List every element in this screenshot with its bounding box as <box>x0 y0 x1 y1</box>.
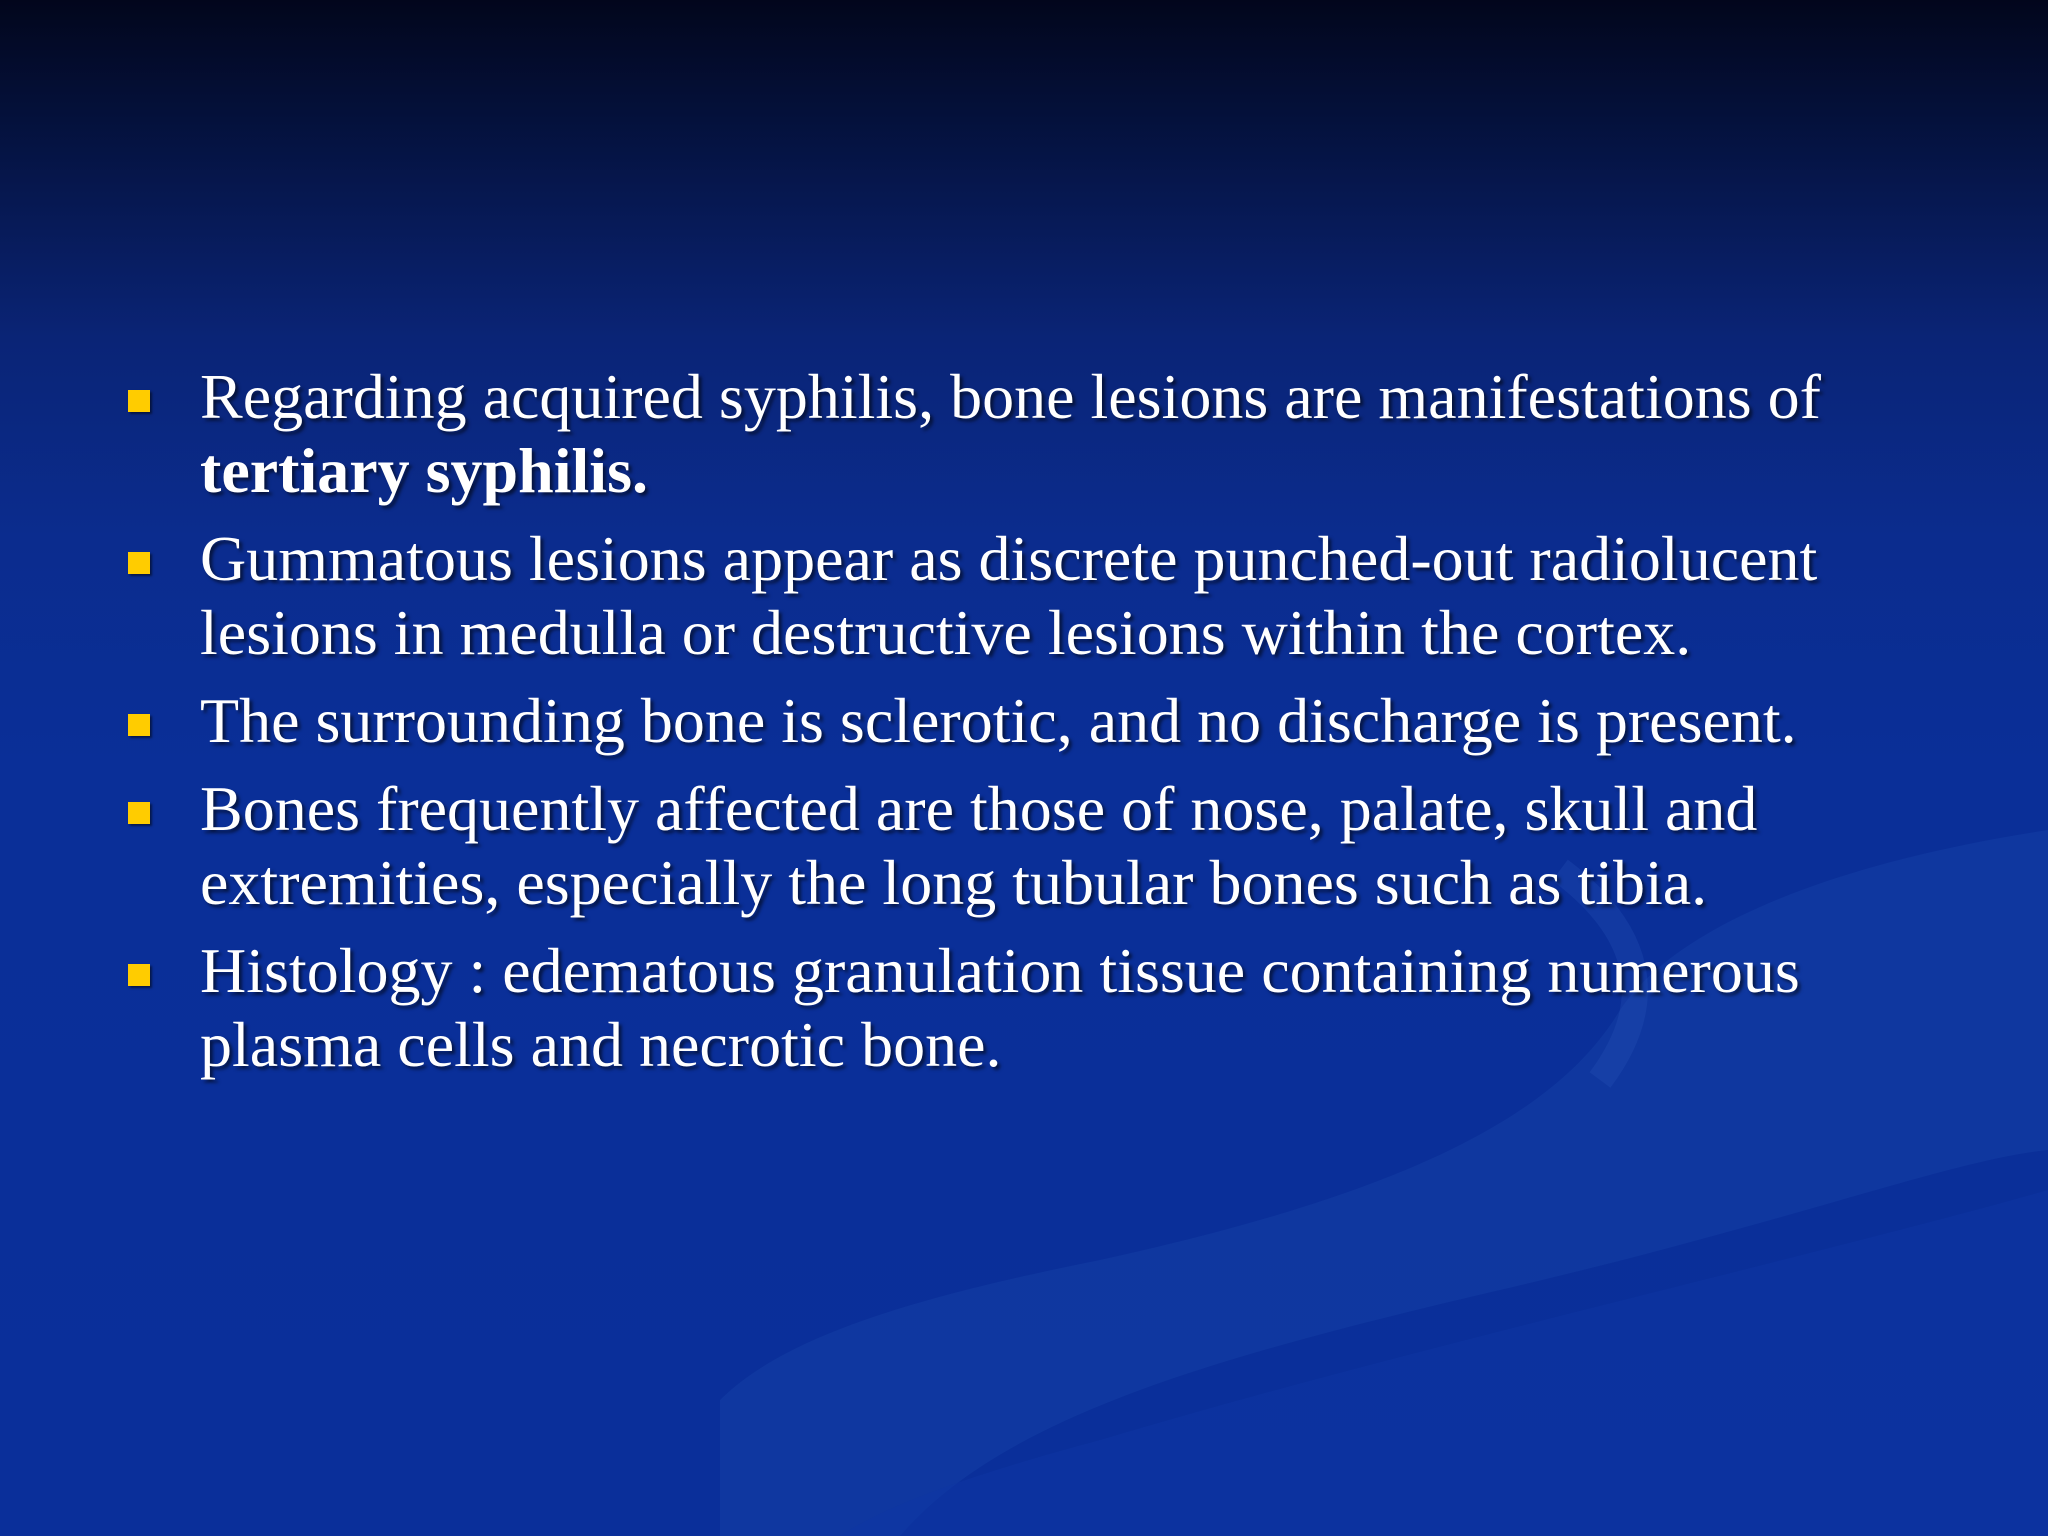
bullet-item-acquired-syphilis <box>0 360 2048 508</box>
bullet-text: The surrounding bone is sclerotic, and no discharge is present. <box>200 685 1797 756</box>
bullet-item-histology <box>0 934 2048 1082</box>
square-bullet-icon <box>128 964 150 986</box>
bullet-item-gummatous-lesions <box>0 522 2048 670</box>
bullet-item-bones-affected <box>0 772 2048 920</box>
bullet-text: Bones frequently affected are those of nose, palate, skull and extremities, especially the long tubular bones such as tibia. <box>200 773 1758 918</box>
bullet-text <box>200 360 1988 508</box>
bullet-text: Gummatous lesions appear as discrete punched-out radiolucent lesions in medulla or destructive lesions within the cortex. <box>200 523 1818 668</box>
bullet-text-bold: tertiary syphilis. <box>200 435 648 506</box>
square-bullet-icon <box>128 802 150 824</box>
bullet-item-surrounding-bone <box>0 684 2048 758</box>
square-bullet-icon <box>128 714 150 736</box>
square-bullet-icon <box>128 390 150 412</box>
bullet-text-main: Regarding acquired syphilis, bone lesions are manifestations of <box>200 361 1821 432</box>
bullet-text: Histology : edematous granulation tissue containing numerous plasma cells and necrotic bone. <box>200 935 1800 1080</box>
square-bullet-icon <box>128 552 150 574</box>
bullet-list <box>0 360 2048 1096</box>
